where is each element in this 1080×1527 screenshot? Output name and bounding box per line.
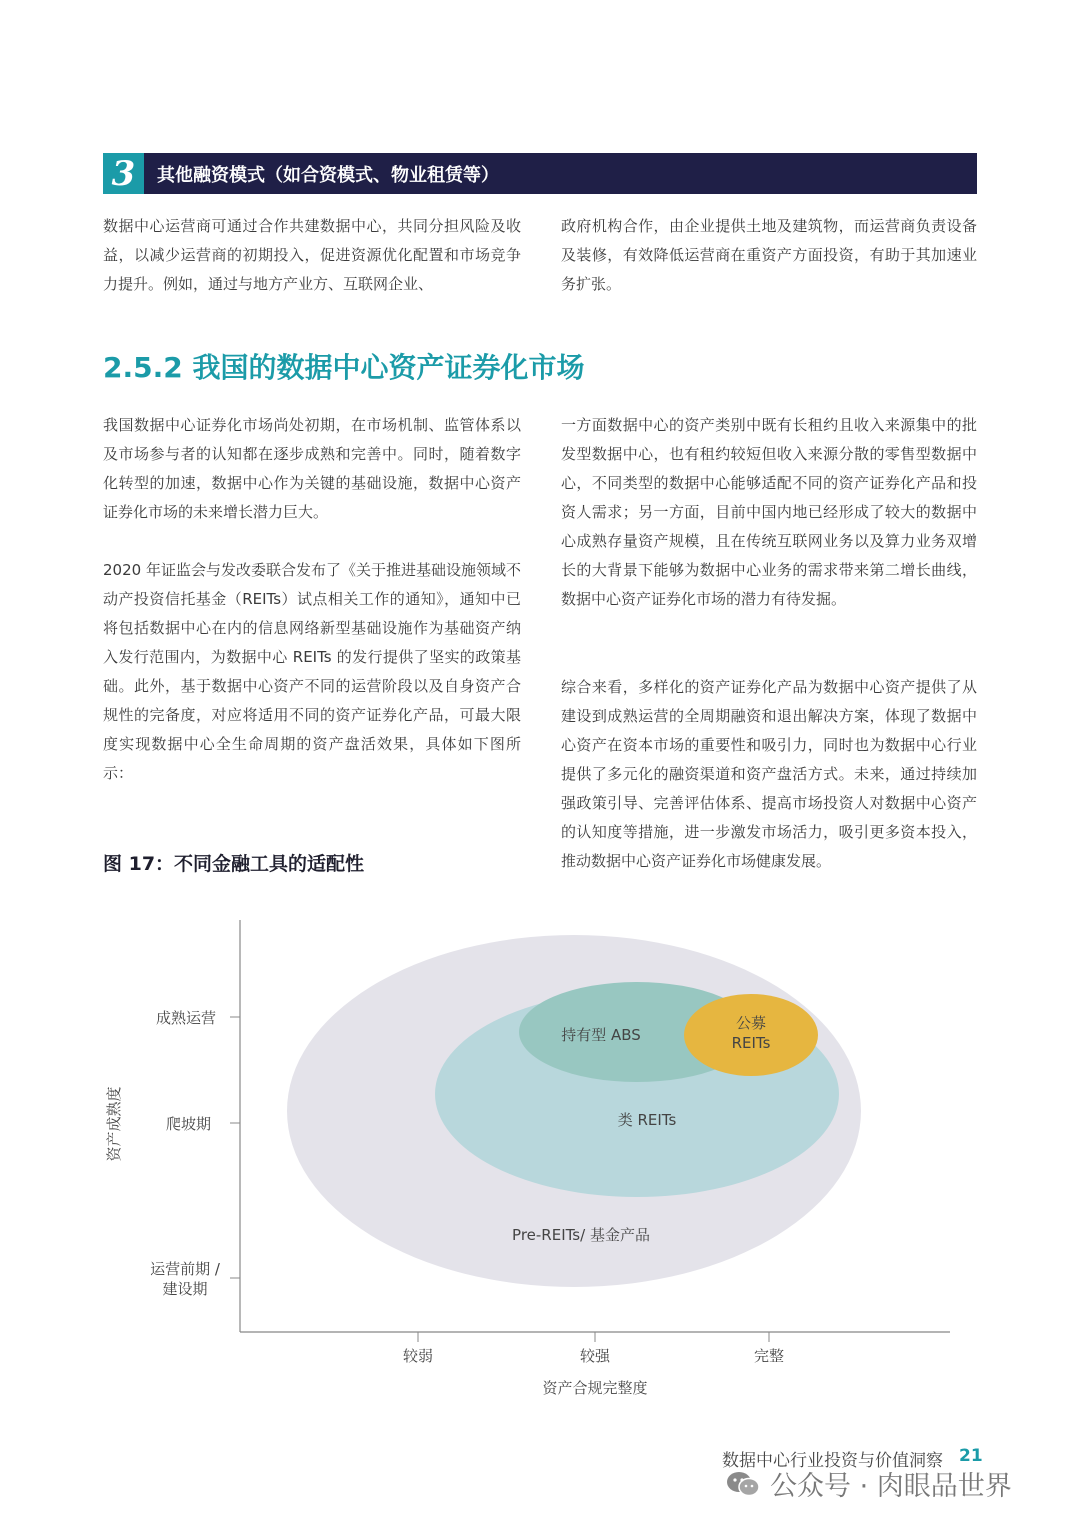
watermark-text: 公众号 · 肉眼品世界 <box>770 1471 1012 1502</box>
section-number: 3 <box>103 153 144 194</box>
label-reit-like: 类 REITs <box>617 1111 677 1129</box>
x-tick-label: 较强 <box>579 1347 611 1365</box>
label-line: 运营前期 / <box>150 1260 220 1278</box>
x-axis-title: 资产合规完整度 <box>542 1379 648 1397</box>
x-tick-label: 较弱 <box>402 1347 434 1365</box>
label-line: REITs <box>731 1034 771 1052</box>
section-paragraph-right: 政府机构合作，由企业提供土地及建筑物，而运营商负责设备及装修，有效降低运营商在重资产方面投资，有助于其加速业务扩张。 <box>561 217 977 293</box>
y-axis-title: 资产成熟度 <box>105 1086 123 1162</box>
body-paragraph-right-1: 一方面数据中心的资产类别中既有长租约且收入来源集中的批发型数据中心，也有租约较短但收入来源分散的零售型数据中心，不同类型的数据中心能够适配不同的资产证券化产品和投资人需求；另一方面，目前中国内地已经形成了较大的数据中心成熟存量资产规模，且在传统互联网业务以及算力业务双增长的大背景下能够为数据中心业务的需求带来第二增长曲线，数据中心资产证券化市场的潜力有待发掘。 <box>561 416 977 608</box>
section-paragraph-left: 数据中心运营商可通过合作共建数据中心，共同分担风险及收益，以减少运营商的初期投入，促进资源优化配置和市场竞争力提升。例如，通过与地方产业方、互联网企业、 <box>103 217 521 293</box>
x-tick-label: 完整 <box>753 1347 785 1365</box>
section-header-bar <box>103 153 977 194</box>
y-tick-label: 成熟运营 <box>155 1009 216 1027</box>
page-number: 21 <box>959 1446 983 1466</box>
subsection-heading: 2.5.2 我国的数据中心资产证券化市场 <box>103 351 585 384</box>
body-paragraph-left-1: 我国数据中心证券化市场尚处初期，在市场机制、监管体系以及市场参与者的认知都在逐步成熟和完善中。同时，随着数字化转型的加速，数据中心作为关键的基础设施，数据中心资产证券化市场的未来增长潜力巨大。 <box>103 416 521 521</box>
body-paragraph-right-2: 综合来看，多样化的资产证券化产品为数据中心资产提供了从建设到成熟运营的全周期融资和退出解决方案，体现了数据中心资产在资本市场的重要性和吸引力，同时也为数据中心行业提供了多元化的融资渠道和资产盘活方式。未来，通过持续加强政策引导、完善评估体系、提高市场投资人对数据中心资产的认知度等措施，进一步激发市场活力，吸引更多资本投入，推动数据中心资产证券化市场健康发展。 <box>561 678 977 870</box>
section-title: 其他融资模式（如合资模式、物业租赁等） <box>157 164 499 186</box>
watermark <box>726 1464 1012 1503</box>
financing-tools-chart <box>0 900 1080 1420</box>
body-paragraph-left-2: 2020 年证监会与发改委联合发布了《关于推进基础设施领域不动产投资信托基金（REITs）试点相关工作的通知》，通知中已将包括数据中心在内的信息网络新型基础设施作为基础资产纳入发行范围内，为数据中心 REITs 的发行提供了坚实的政策基础。此外，基于数据中心资产不同的运营阶段以及自身资产合规性的完备度，对应将适用不同的资产证券化产品，可最大限度实现数据中心全生命周期的资产盘活效果，具体如下图所示： <box>103 561 521 782</box>
label-holding-abs: 持有型 ABS <box>561 1026 641 1044</box>
label-pre-reits: Pre-REITs/ 基金产品 <box>512 1226 650 1244</box>
y-tick-label <box>150 1260 221 1298</box>
footer-report-title: 数据中心行业投资与价值洞察 <box>722 1451 943 1471</box>
label-line: 公募 <box>735 1014 767 1032</box>
wechat-icon <box>726 1471 760 1497</box>
label-line: 建设期 <box>162 1280 208 1298</box>
y-tick-label: 爬坡期 <box>165 1115 211 1133</box>
figure-title: 图 17：不同金融工具的适配性 <box>103 853 365 875</box>
